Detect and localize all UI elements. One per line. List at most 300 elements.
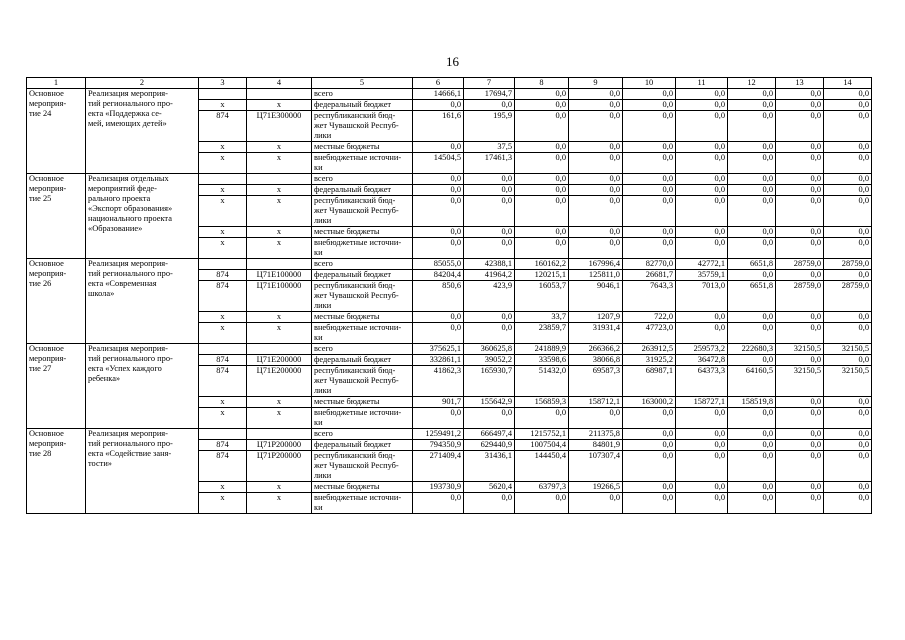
target-code-cell: Ц71Р200000	[247, 451, 312, 482]
text-line: Реализация мероприя-	[88, 259, 168, 268]
text-line: всего	[314, 344, 333, 353]
text-line: местные бюджеты	[314, 482, 380, 491]
value-cell: 195,9	[464, 111, 515, 142]
value-cell: 0,0	[569, 227, 623, 238]
value-cell: 23859,7	[515, 323, 569, 344]
text-line: лики	[314, 301, 332, 310]
admin-code-cell: 874	[199, 281, 247, 312]
value-cell: 0,0	[623, 408, 676, 429]
text-line: местные бюджеты	[314, 142, 380, 151]
text-line: Реализация отдельных	[88, 174, 169, 183]
value-cell: 0,0	[728, 227, 776, 238]
text-line: внебюджетные источни-	[314, 238, 402, 247]
value-cell: 42772,1	[676, 259, 728, 270]
admin-code-cell	[199, 89, 247, 100]
column-header-12: 12	[728, 78, 776, 89]
value-cell: 271409,4	[413, 451, 464, 482]
target-code-cell: x	[247, 142, 312, 153]
funding-source-cell	[312, 153, 413, 174]
text-line: ки	[314, 163, 323, 172]
funding-source-cell	[312, 259, 413, 270]
value-cell: 0,0	[728, 440, 776, 451]
funding-source-cell	[312, 323, 413, 344]
target-code-cell: x	[247, 312, 312, 323]
value-cell: 0,0	[413, 227, 464, 238]
funding-source-cell	[312, 185, 413, 196]
text-line: мей, имеющих детей»	[88, 119, 167, 128]
target-code-cell	[247, 344, 312, 355]
activity-name-cell	[27, 259, 86, 344]
value-cell: 0,0	[623, 100, 676, 111]
value-cell: 423,9	[464, 281, 515, 312]
text-line: федеральный бюджет	[314, 270, 392, 279]
target-code-cell	[247, 174, 312, 185]
text-line: «Образование»	[88, 224, 143, 233]
value-cell: 0,0	[464, 312, 515, 323]
target-code-cell	[247, 259, 312, 270]
value-cell: 69587,3	[569, 366, 623, 397]
column-header-11: 11	[676, 78, 728, 89]
value-cell: 82770,0	[623, 259, 676, 270]
value-cell: 0,0	[824, 312, 872, 323]
value-cell: 0,0	[569, 111, 623, 142]
table-header	[27, 78, 872, 89]
value-cell: 0,0	[623, 153, 676, 174]
value-cell: 0,0	[824, 89, 872, 100]
value-cell: 32150,5	[776, 344, 824, 355]
value-cell: 0,0	[776, 174, 824, 185]
value-cell: 47723,0	[623, 323, 676, 344]
text-line: екта «Содействие заня-	[88, 449, 172, 458]
text-line: федеральный бюджет	[314, 100, 392, 109]
value-cell: 0,0	[623, 238, 676, 259]
value-cell: 51432,0	[515, 366, 569, 397]
column-header-3: 3	[199, 78, 247, 89]
funding-source-cell	[312, 281, 413, 312]
column-header-10: 10	[623, 78, 676, 89]
admin-code-cell: 874	[199, 451, 247, 482]
text-line: тие 26	[29, 279, 52, 288]
value-cell: 17461,3	[464, 153, 515, 174]
value-cell: 0,0	[515, 153, 569, 174]
value-cell: 0,0	[623, 493, 676, 514]
value-cell: 0,0	[776, 323, 824, 344]
text-line: тие 24	[29, 109, 52, 118]
value-cell: 0,0	[824, 440, 872, 451]
value-cell: 0,0	[623, 440, 676, 451]
text-line: жет Чувашской Респуб-	[314, 206, 399, 215]
value-cell: 0,0	[824, 185, 872, 196]
value-cell: 0,0	[676, 482, 728, 493]
value-cell: 0,0	[464, 227, 515, 238]
target-code-cell: x	[247, 323, 312, 344]
value-cell: 0,0	[776, 482, 824, 493]
value-cell: 0,0	[676, 227, 728, 238]
value-cell: 0,0	[676, 185, 728, 196]
value-cell: 64373,3	[676, 366, 728, 397]
value-cell: 0,0	[569, 238, 623, 259]
value-cell: 0,0	[824, 355, 872, 366]
value-cell: 28759,0	[824, 281, 872, 312]
text-line: республиканский бюд-	[314, 366, 396, 375]
value-cell: 0,0	[515, 408, 569, 429]
funding-source-cell	[312, 355, 413, 366]
value-cell: 0,0	[413, 196, 464, 227]
value-cell: 0,0	[776, 270, 824, 281]
value-cell: 0,0	[569, 493, 623, 514]
text-line: внебюджетные источни-	[314, 153, 402, 162]
text-line: всего	[314, 429, 333, 438]
target-code-cell: x	[247, 185, 312, 196]
page-number: 16	[446, 54, 459, 69]
value-cell: 0,0	[824, 196, 872, 227]
value-cell: 0,0	[728, 270, 776, 281]
text-line: ребенка»	[88, 374, 121, 383]
value-cell: 31931,4	[569, 323, 623, 344]
value-cell: 38066,8	[569, 355, 623, 366]
value-cell: 901,7	[413, 397, 464, 408]
value-cell: 375625,1	[413, 344, 464, 355]
activity-name-cell	[27, 174, 86, 259]
value-cell: 0,0	[776, 493, 824, 514]
funding-source-cell	[312, 493, 413, 514]
activity-name-cell	[27, 429, 86, 514]
text-line: мероприя-	[29, 439, 67, 448]
value-cell: 7643,3	[623, 281, 676, 312]
value-cell: 158727,1	[676, 397, 728, 408]
text-line: жет Чувашской Респуб-	[314, 291, 399, 300]
table-row	[27, 259, 872, 270]
text-line: федеральный бюджет	[314, 355, 392, 364]
value-cell: 64160,5	[728, 366, 776, 397]
admin-code-cell: x	[199, 493, 247, 514]
value-cell: 0,0	[776, 111, 824, 142]
value-cell: 0,0	[515, 100, 569, 111]
funding-source-cell	[312, 174, 413, 185]
target-code-cell: x	[247, 408, 312, 429]
value-cell: 211375,8	[569, 429, 623, 440]
value-cell: 0,0	[676, 323, 728, 344]
value-cell: 17694,7	[464, 89, 515, 100]
value-cell: 0,0	[515, 174, 569, 185]
value-cell: 0,0	[515, 196, 569, 227]
value-cell: 0,0	[676, 238, 728, 259]
value-cell: 0,0	[776, 142, 824, 153]
activity-name-cell	[27, 344, 86, 429]
text-line: екта «Успех каждого	[88, 364, 162, 373]
value-cell: 68987,1	[623, 366, 676, 397]
value-cell: 158712,1	[569, 397, 623, 408]
admin-code-cell: x	[199, 312, 247, 323]
text-line: федеральный бюджет	[314, 440, 392, 449]
value-cell: 0,0	[776, 429, 824, 440]
value-cell: 0,0	[728, 312, 776, 323]
value-cell: 160162,2	[515, 259, 569, 270]
value-cell: 7013,0	[676, 281, 728, 312]
value-cell: 0,0	[776, 227, 824, 238]
column-header-7: 7	[464, 78, 515, 89]
value-cell: 0,0	[728, 429, 776, 440]
value-cell: 0,0	[623, 142, 676, 153]
value-cell: 0,0	[413, 238, 464, 259]
value-cell: 0,0	[464, 323, 515, 344]
value-cell: 0,0	[676, 100, 728, 111]
value-cell: 0,0	[676, 174, 728, 185]
activity-description-cell	[86, 344, 199, 429]
admin-code-cell: x	[199, 185, 247, 196]
activity-name-cell	[27, 89, 86, 174]
funding-source-cell	[312, 142, 413, 153]
admin-code-cell: x	[199, 323, 247, 344]
funding-source-cell	[312, 227, 413, 238]
value-cell: 28759,0	[824, 259, 872, 270]
value-cell: 0,0	[676, 440, 728, 451]
value-cell: 63797,3	[515, 482, 569, 493]
value-cell: 0,0	[515, 111, 569, 142]
funding-source-cell	[312, 100, 413, 111]
value-cell: 31925,2	[623, 355, 676, 366]
value-cell: 28759,0	[776, 281, 824, 312]
value-cell: 33598,6	[515, 355, 569, 366]
value-cell: 0,0	[515, 238, 569, 259]
value-cell: 0,0	[413, 312, 464, 323]
value-cell: 0,0	[824, 142, 872, 153]
value-cell: 125811,0	[569, 270, 623, 281]
activity-description-cell	[86, 259, 199, 344]
target-code-cell: x	[247, 493, 312, 514]
value-cell: 0,0	[676, 312, 728, 323]
value-cell: 0,0	[464, 185, 515, 196]
value-cell: 0,0	[776, 153, 824, 174]
value-cell: 0,0	[676, 153, 728, 174]
target-code-cell: Ц71Е200000	[247, 366, 312, 397]
value-cell: 0,0	[824, 227, 872, 238]
value-cell: 19266,5	[569, 482, 623, 493]
text-line: мероприя-	[29, 269, 67, 278]
admin-code-cell: 874	[199, 355, 247, 366]
admin-code-cell: 874	[199, 440, 247, 451]
text-line: лики	[314, 386, 332, 395]
value-cell: 0,0	[776, 196, 824, 227]
value-cell: 107307,4	[569, 451, 623, 482]
admin-code-cell	[199, 344, 247, 355]
admin-code-cell: x	[199, 227, 247, 238]
value-cell: 1007504,4	[515, 440, 569, 451]
text-line: Основное	[29, 174, 64, 183]
value-cell: 36472,8	[676, 355, 728, 366]
value-cell: 0,0	[515, 89, 569, 100]
text-line: всего	[314, 89, 333, 98]
value-cell: 0,0	[464, 493, 515, 514]
value-cell: 0,0	[728, 100, 776, 111]
value-cell: 0,0	[569, 174, 623, 185]
target-code-cell: x	[247, 100, 312, 111]
text-line: республиканский бюд-	[314, 196, 396, 205]
target-code-cell	[247, 89, 312, 100]
activity-description-cell	[86, 89, 199, 174]
value-cell: 0,0	[824, 429, 872, 440]
admin-code-cell	[199, 174, 247, 185]
value-cell: 0,0	[776, 312, 824, 323]
value-cell: 33,7	[515, 312, 569, 323]
text-line: республиканский бюд-	[314, 281, 396, 290]
value-cell: 1207,9	[569, 312, 623, 323]
value-cell: 0,0	[776, 89, 824, 100]
value-cell: 0,0	[413, 174, 464, 185]
column-header-6: 6	[413, 78, 464, 89]
target-code-cell: Ц71Е200000	[247, 355, 312, 366]
text-line: лики	[314, 216, 332, 225]
target-code-cell	[247, 429, 312, 440]
value-cell: 167996,4	[569, 259, 623, 270]
value-cell: 0,0	[676, 451, 728, 482]
value-cell: 0,0	[569, 142, 623, 153]
value-cell: 0,0	[676, 196, 728, 227]
value-cell: 266366,2	[569, 344, 623, 355]
admin-code-cell: x	[199, 153, 247, 174]
value-cell: 794350,9	[413, 440, 464, 451]
admin-code-cell: x	[199, 196, 247, 227]
funding-source-cell	[312, 440, 413, 451]
text-line: республиканский бюд-	[314, 111, 396, 120]
column-header-9: 9	[569, 78, 623, 89]
value-cell: 0,0	[776, 355, 824, 366]
value-cell: 0,0	[413, 493, 464, 514]
admin-code-cell: 874	[199, 366, 247, 397]
funding-source-cell	[312, 397, 413, 408]
value-cell: 0,0	[824, 270, 872, 281]
text-line: тие 28	[29, 449, 52, 458]
text-line: екта «Поддержка се-	[88, 109, 162, 118]
value-cell: 31436,1	[464, 451, 515, 482]
table-row	[27, 89, 872, 100]
text-line: ки	[314, 248, 323, 257]
value-cell: 241889,9	[515, 344, 569, 355]
value-cell: 0,0	[728, 89, 776, 100]
value-cell: 0,0	[676, 429, 728, 440]
target-code-cell: Ц71Е100000	[247, 281, 312, 312]
text-line: мероприя-	[29, 184, 67, 193]
value-cell: 85055,0	[413, 259, 464, 270]
value-cell: 0,0	[515, 185, 569, 196]
text-line: Основное	[29, 89, 64, 98]
value-cell: 0,0	[824, 238, 872, 259]
text-line: внебюджетные источни-	[314, 323, 402, 332]
text-line: тие 27	[29, 364, 52, 373]
admin-code-cell: x	[199, 100, 247, 111]
value-cell: 0,0	[515, 227, 569, 238]
text-line: жет Чувашской Респуб-	[314, 121, 399, 130]
text-line: местные бюджеты	[314, 312, 380, 321]
value-cell: 41862,3	[413, 366, 464, 397]
value-cell: 32150,5	[824, 344, 872, 355]
text-line: тие 25	[29, 194, 52, 203]
target-code-cell: x	[247, 196, 312, 227]
funding-source-cell	[312, 238, 413, 259]
value-cell: 84204,4	[413, 270, 464, 281]
text-line: лики	[314, 471, 332, 480]
funding-source-cell	[312, 408, 413, 429]
value-cell: 120215,1	[515, 270, 569, 281]
text-line: рального проекта	[88, 194, 151, 203]
value-cell: 0,0	[728, 482, 776, 493]
value-cell: 0,0	[413, 408, 464, 429]
funding-source-cell	[312, 270, 413, 281]
value-cell: 0,0	[623, 185, 676, 196]
target-code-cell: x	[247, 227, 312, 238]
value-cell: 39052,2	[464, 355, 515, 366]
text-line: тий регионального про-	[88, 354, 173, 363]
target-code-cell: x	[247, 238, 312, 259]
value-cell: 0,0	[569, 153, 623, 174]
budget-table	[26, 77, 872, 514]
value-cell: 1215752,1	[515, 429, 569, 440]
value-cell: 0,0	[413, 142, 464, 153]
value-cell: 0,0	[824, 100, 872, 111]
value-cell: 0,0	[676, 111, 728, 142]
value-cell: 0,0	[776, 238, 824, 259]
value-cell: 0,0	[728, 111, 776, 142]
text-line: тости»	[88, 459, 112, 468]
text-line: мероприя-	[29, 99, 67, 108]
value-cell: 263912,5	[623, 344, 676, 355]
value-cell: 0,0	[413, 185, 464, 196]
value-cell: 156859,3	[515, 397, 569, 408]
column-header-14: 14	[824, 78, 872, 89]
value-cell: 0,0	[515, 493, 569, 514]
value-cell: 0,0	[569, 196, 623, 227]
value-cell: 41964,2	[464, 270, 515, 281]
value-cell: 0,0	[569, 408, 623, 429]
value-cell: 0,0	[728, 493, 776, 514]
value-cell: 0,0	[776, 440, 824, 451]
funding-source-cell	[312, 451, 413, 482]
table-row	[27, 429, 872, 440]
value-cell: 0,0	[824, 493, 872, 514]
value-cell: 0,0	[464, 174, 515, 185]
value-cell: 0,0	[728, 196, 776, 227]
funding-source-cell	[312, 344, 413, 355]
funding-source-cell	[312, 312, 413, 323]
value-cell: 0,0	[776, 408, 824, 429]
value-cell: 0,0	[824, 153, 872, 174]
value-cell: 14666,1	[413, 89, 464, 100]
activity-description-cell	[86, 174, 199, 259]
value-cell: 360625,8	[464, 344, 515, 355]
value-cell: 666497,4	[464, 429, 515, 440]
value-cell: 0,0	[824, 482, 872, 493]
value-cell: 0,0	[728, 185, 776, 196]
value-cell: 0,0	[824, 451, 872, 482]
header-row	[27, 78, 872, 89]
value-cell: 0,0	[728, 142, 776, 153]
funding-source-cell	[312, 89, 413, 100]
text-line: местные бюджеты	[314, 227, 380, 236]
value-cell: 0,0	[728, 153, 776, 174]
text-line: Основное	[29, 344, 64, 353]
value-cell: 0,0	[676, 142, 728, 153]
value-cell: 0,0	[728, 408, 776, 429]
column-header-8: 8	[515, 78, 569, 89]
value-cell: 16053,7	[515, 281, 569, 312]
value-cell: 0,0	[676, 493, 728, 514]
column-header-4: 4	[247, 78, 312, 89]
value-cell: 0,0	[824, 397, 872, 408]
admin-code-cell: x	[199, 397, 247, 408]
text-line: лики	[314, 131, 332, 140]
text-line: Реализация мероприя-	[88, 429, 168, 438]
value-cell: 0,0	[569, 89, 623, 100]
